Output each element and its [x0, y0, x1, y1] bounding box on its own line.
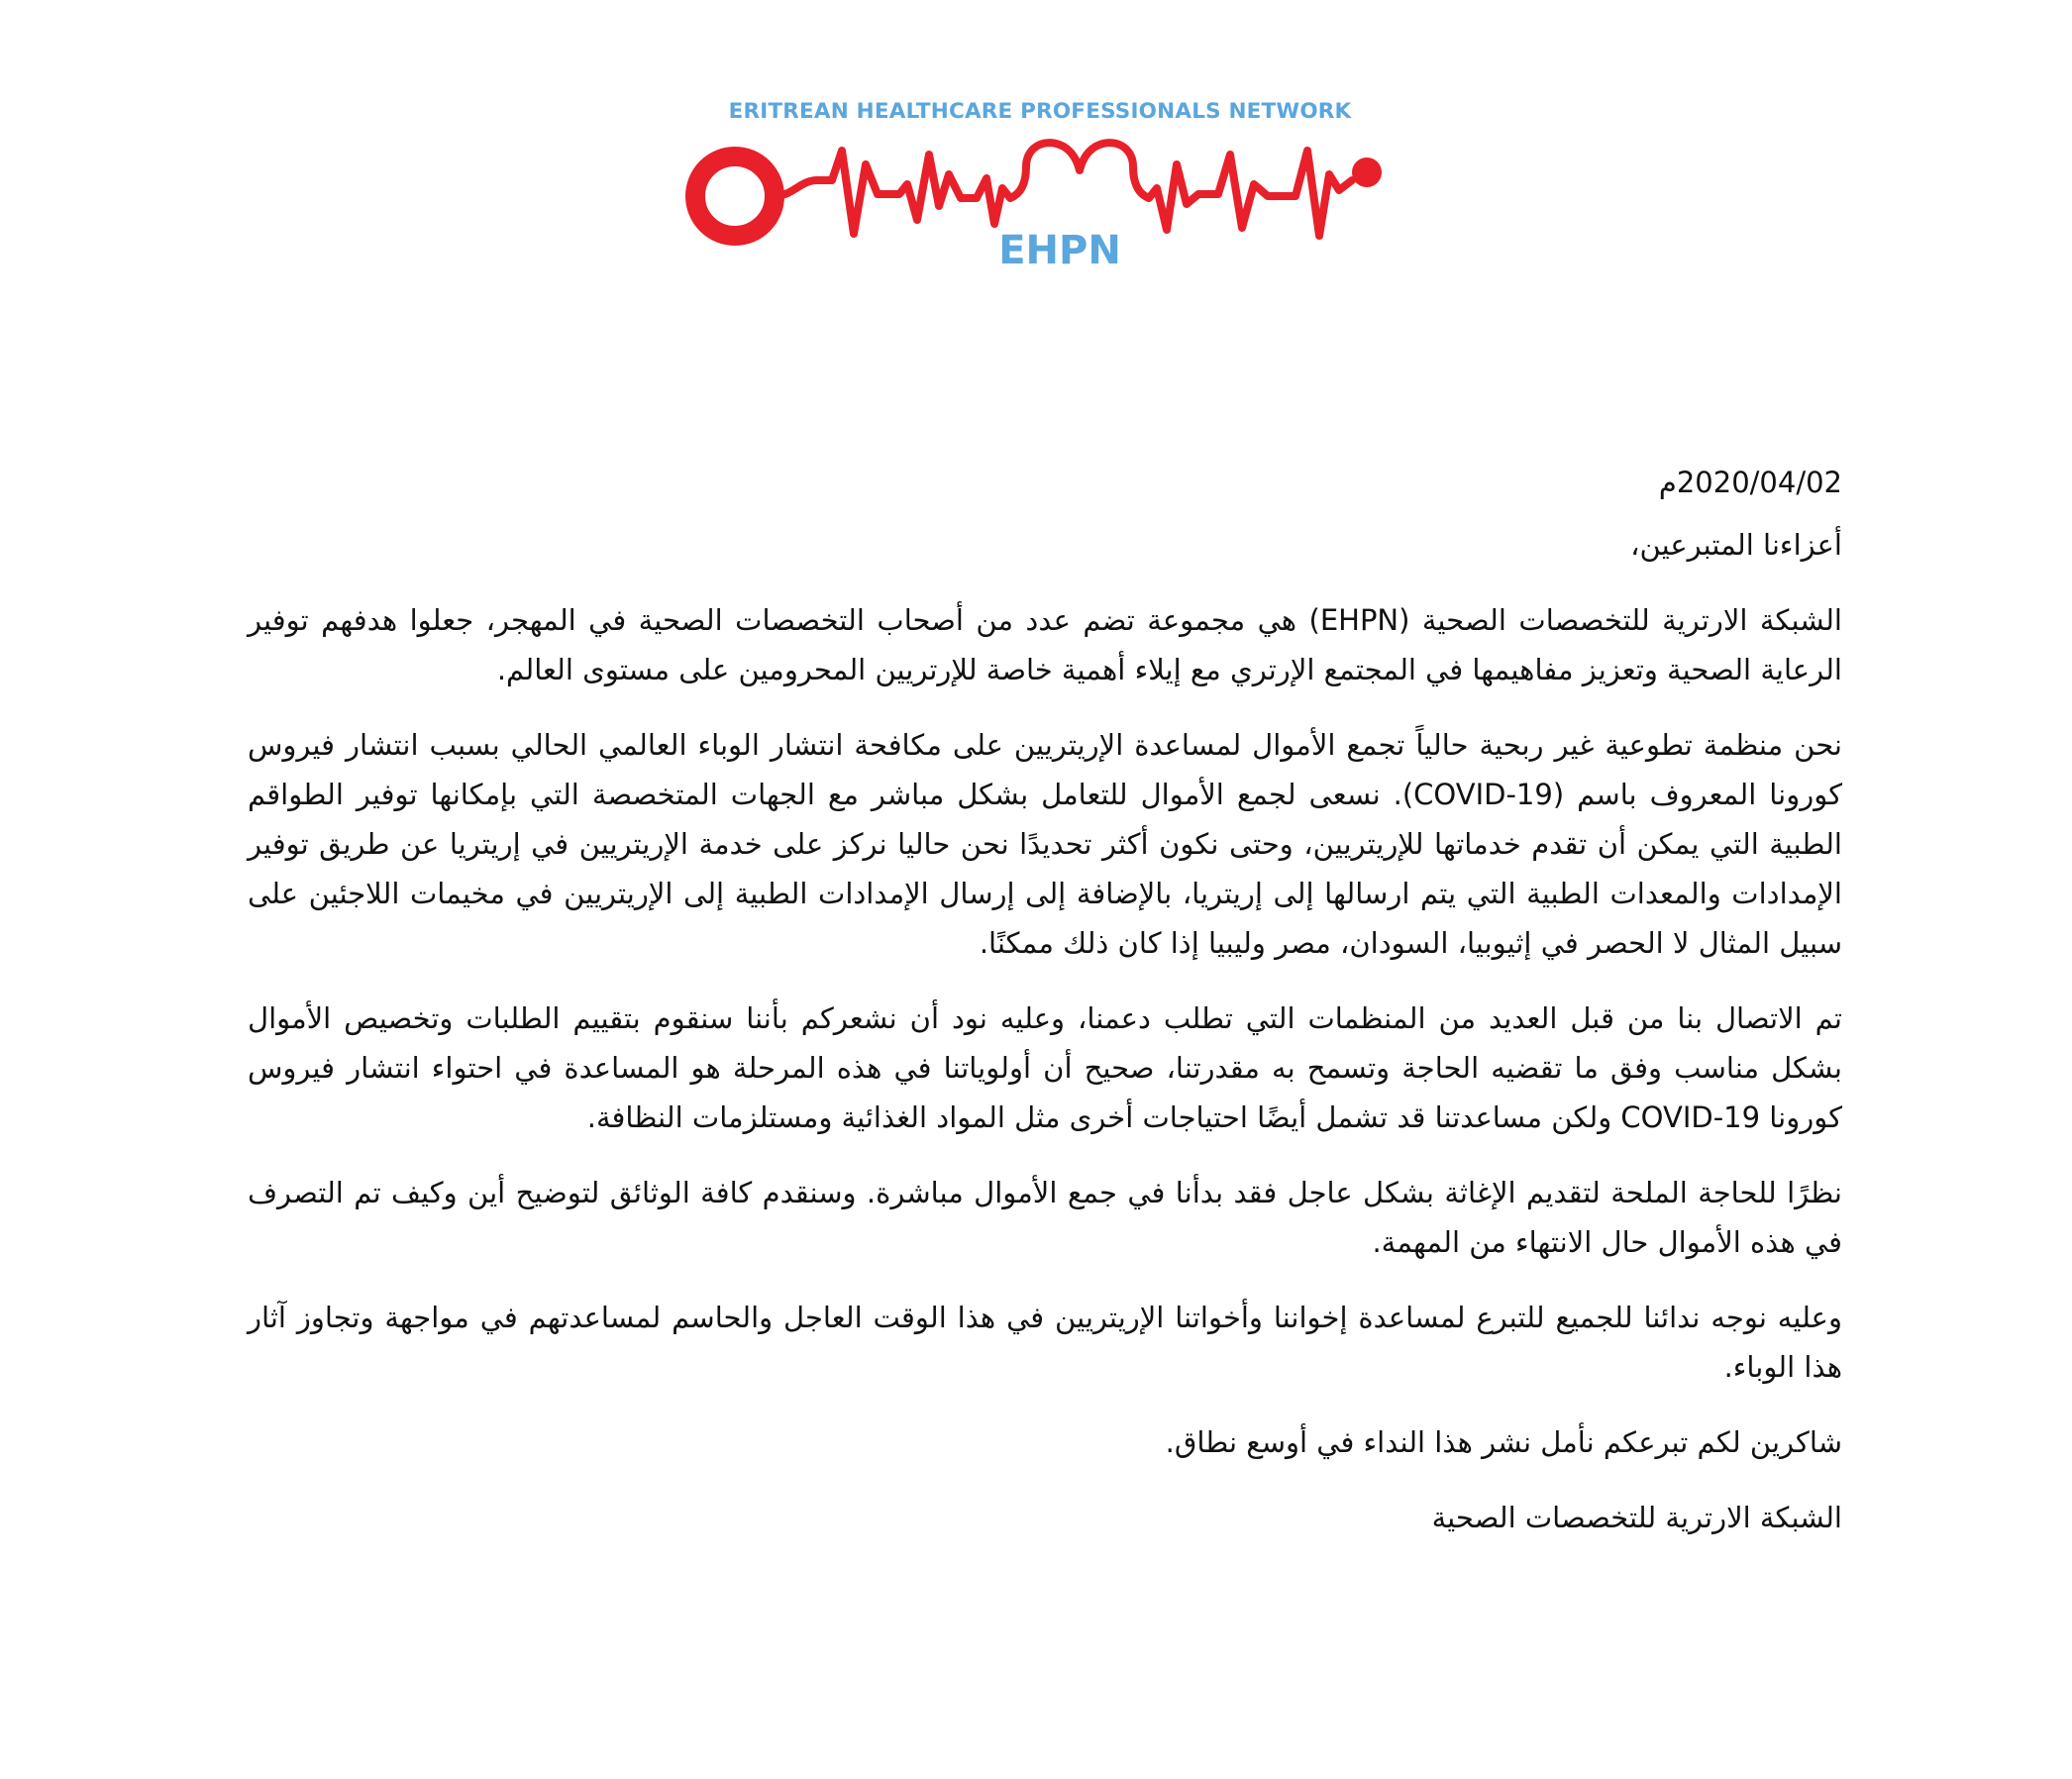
paragraph-requests: تم الاتصال بنا من قبل العديد من المنظمات التي تطلب دعمنا، وعليه نود أن نشعركم بأننا سنقوم بتقييم الطلبات وتخصيص الأموال بشكل مناسب وفق ما تقضيه الحاجة وتسمح به مقدرتنا، صحيح أن أولوياتنا في هذه المرحلة هو المساعدة في احتواء انتشار فيروس كورونا COVID-19 ولكن مساعدتنا قد تشمل أيضًا احتياجات أخرى مثل المواد الغذائية ومستلزمات النظافة. — [248, 1001, 1842, 1134]
letter-closing: شاكرين لكم تبرعكم نأمل نشر هذا النداء في أوسع نطاق. — [1165, 1425, 1842, 1459]
ehpn-logo — [683, 99, 1406, 287]
letter-body — [248, 466, 1842, 1568]
letter-date: 2020/04/02م — [1658, 466, 1842, 499]
paragraph-mission: نحن منظمة تطوعية غير ربحية حالياً تجمع الأموال لمساعدة الإريتريين على مكافحة انتشار الوباء العالمي الحالي بسبب انتشار فيروس كورونا المعروف باسم (COVID-19). نسعى لجمع الأموال للتعامل بشكل مباشر مع الجهات المتخصصة التي بإمكانها توفير الطواقم الطبية التي يمكن أن تقدم خدماتها للإريتريين، وحتى نكون أكثر تحديدًا نحن حاليا نركز على خدمة الإريتريين في إريتريا عن طريق توفير الإمدادات والمعدات الطبية التي يتم ارسالها إلى إريتريا، بالإضافة إلى إرسال الإمدادات الطبية إلى الإريتريين في مخيمات اللاجئين على سبيل المثال لا الحصر في إثيوبيا، السودان، مصر وليبيا إذا كان ذلك ممكنًا. — [248, 728, 1842, 960]
letter-signature: الشبكة الارترية للتخصصات الصحية — [1431, 1501, 1842, 1534]
logo-org-name: ERITREAN HEALTHCARE PROFESSIONALS NETWORK — [728, 99, 1352, 124]
paragraph-about: الشبكة الارترية للتخصصات الصحية (EHPN) هي مجموعة تضم عدد من أصحاب التخصصات الصحية في المهجر، جعلوا هدفهم توفير الرعاية الصحية وتعزيز مفاهيمها في المجتمع الإرتري مع إيلاء أهمية خاصة للإرتريين المحرومين على مستوى العالم. — [248, 603, 1842, 686]
letter-greeting: أعزاءنا المتبرعين، — [1630, 528, 1842, 562]
paragraph-urgency: نظرًا للحاجة الملحة لتقديم الإغاثة بشكل عاجل فقد بدأنا في جمع الأموال مباشرة. وسنقدم كافة الوثائق لتوضيح أين وكيف تم التصرف في هذه الأموال حال الانتهاء من المهمة. — [248, 1176, 1842, 1259]
paragraph-appeal: وعليه نوجه ندائنا للجميع للتبرع لمساعدة إخواننا وأخواتنا الإريتريين في هذا الوقت العاجل والحاسم لمساعدتهم في مواجهة وتجاوز آثار هذا الوباء. — [248, 1301, 1842, 1384]
logo-abbreviation: EHPN — [998, 228, 1121, 273]
